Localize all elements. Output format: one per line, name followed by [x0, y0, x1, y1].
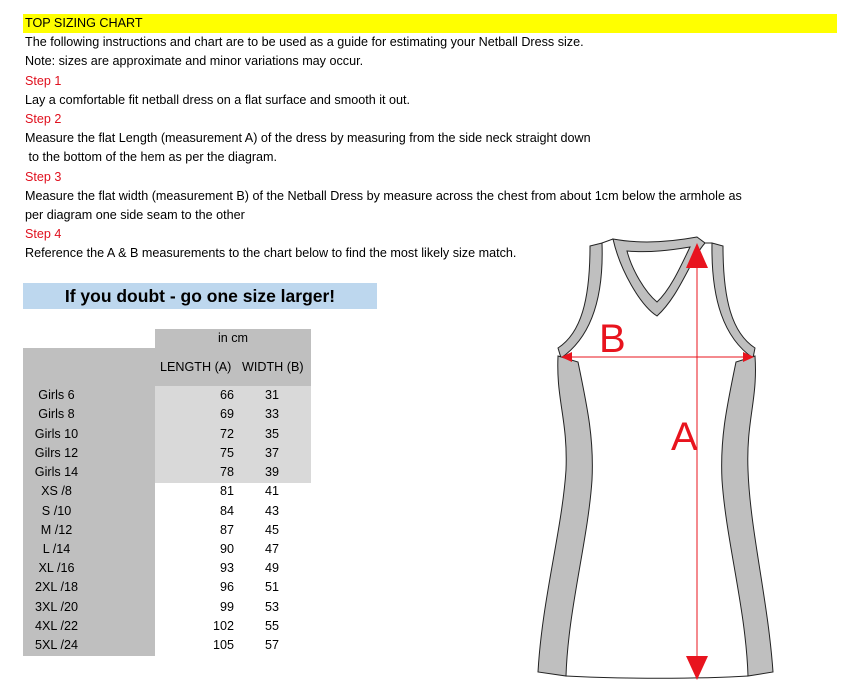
step-3-text-2: per diagram one side seam to the other	[25, 208, 245, 222]
length-value: 66	[219, 388, 234, 402]
length-value: 105	[212, 638, 234, 652]
size-label: 5XL /24	[35, 638, 78, 652]
size-label: XS /8	[41, 484, 72, 498]
length-value: 96	[219, 580, 234, 594]
size-advice-callout: If you doubt - go one size larger!	[64, 286, 336, 306]
unit-label: in cm	[217, 331, 249, 345]
step-4-text: Reference the A & B measurements to the chart below to find the most likely size match.	[25, 246, 517, 260]
width-value: 53	[264, 600, 279, 614]
length-value: 84	[219, 504, 234, 518]
length-value: 72	[219, 427, 234, 441]
size-label: 4XL /22	[35, 619, 78, 633]
length-value: 99	[219, 600, 234, 614]
size-label: Gilrs 12	[34, 446, 79, 460]
length-value: 69	[219, 407, 234, 421]
length-value: 75	[219, 446, 234, 460]
column-header-length: LENGTH (A)	[160, 360, 232, 374]
size-label: 3XL /20	[35, 600, 78, 614]
size-label: M /12	[40, 523, 73, 537]
size-label: Girls 6	[38, 388, 75, 402]
column-header-width: WIDTH (B)	[242, 360, 304, 374]
width-label-b: B	[599, 317, 626, 361]
width-value: 47	[264, 542, 279, 556]
width-value: 37	[264, 446, 279, 460]
step-3-label: Step 3	[25, 170, 62, 184]
intro-line-1: The following instructions and chart are to be used as a guide for estimating your Netball Dress size.	[25, 35, 584, 49]
page-title: TOP SIZING CHART	[25, 16, 143, 30]
step-2-text-2: to the bottom of the hem as per the diagram.	[25, 150, 278, 164]
step-1-label: Step 1	[25, 74, 62, 88]
length-value: 78	[219, 465, 234, 479]
width-value: 35	[264, 427, 279, 441]
hem-line	[566, 676, 748, 678]
width-value: 55	[264, 619, 279, 633]
size-label: Girls 14	[34, 465, 79, 479]
size-label: 2XL /18	[35, 580, 78, 594]
size-label: S /10	[41, 504, 72, 518]
step-4-label: Step 4	[25, 227, 62, 241]
step-2-text-1: Measure the flat Length (measurement A) of the dress by measuring from the side neck straight down	[25, 131, 591, 145]
length-label-a: A	[671, 415, 698, 459]
width-value: 51	[264, 580, 279, 594]
size-label: Girls 8	[38, 407, 75, 421]
width-value: 43	[264, 504, 279, 518]
width-value: 33	[264, 407, 279, 421]
length-value: 90	[219, 542, 234, 556]
width-value: 45	[264, 523, 279, 537]
length-value: 102	[212, 619, 234, 633]
width-value: 39	[264, 465, 279, 479]
length-value: 81	[219, 484, 234, 498]
length-value: 93	[219, 561, 234, 575]
shoulder-line-left	[602, 239, 613, 243]
size-label: L /14	[42, 542, 71, 556]
width-value: 31	[264, 388, 279, 402]
size-label: Girls 10	[34, 427, 79, 441]
width-value: 57	[264, 638, 279, 652]
length-value: 87	[219, 523, 234, 537]
width-value: 49	[264, 561, 279, 575]
step-2-label: Step 2	[25, 112, 62, 126]
width-value: 41	[264, 484, 279, 498]
step-1-text: Lay a comfortable fit netball dress on a flat surface and smooth it out.	[25, 93, 411, 107]
intro-line-2: Note: sizes are approximate and minor variations may occur.	[25, 54, 364, 68]
step-3-text-1: Measure the flat width (measurement B) of the Netball Dress by measure across the chest from about 1cm below the armhole as	[25, 189, 742, 203]
size-label: XL /16	[38, 561, 75, 575]
